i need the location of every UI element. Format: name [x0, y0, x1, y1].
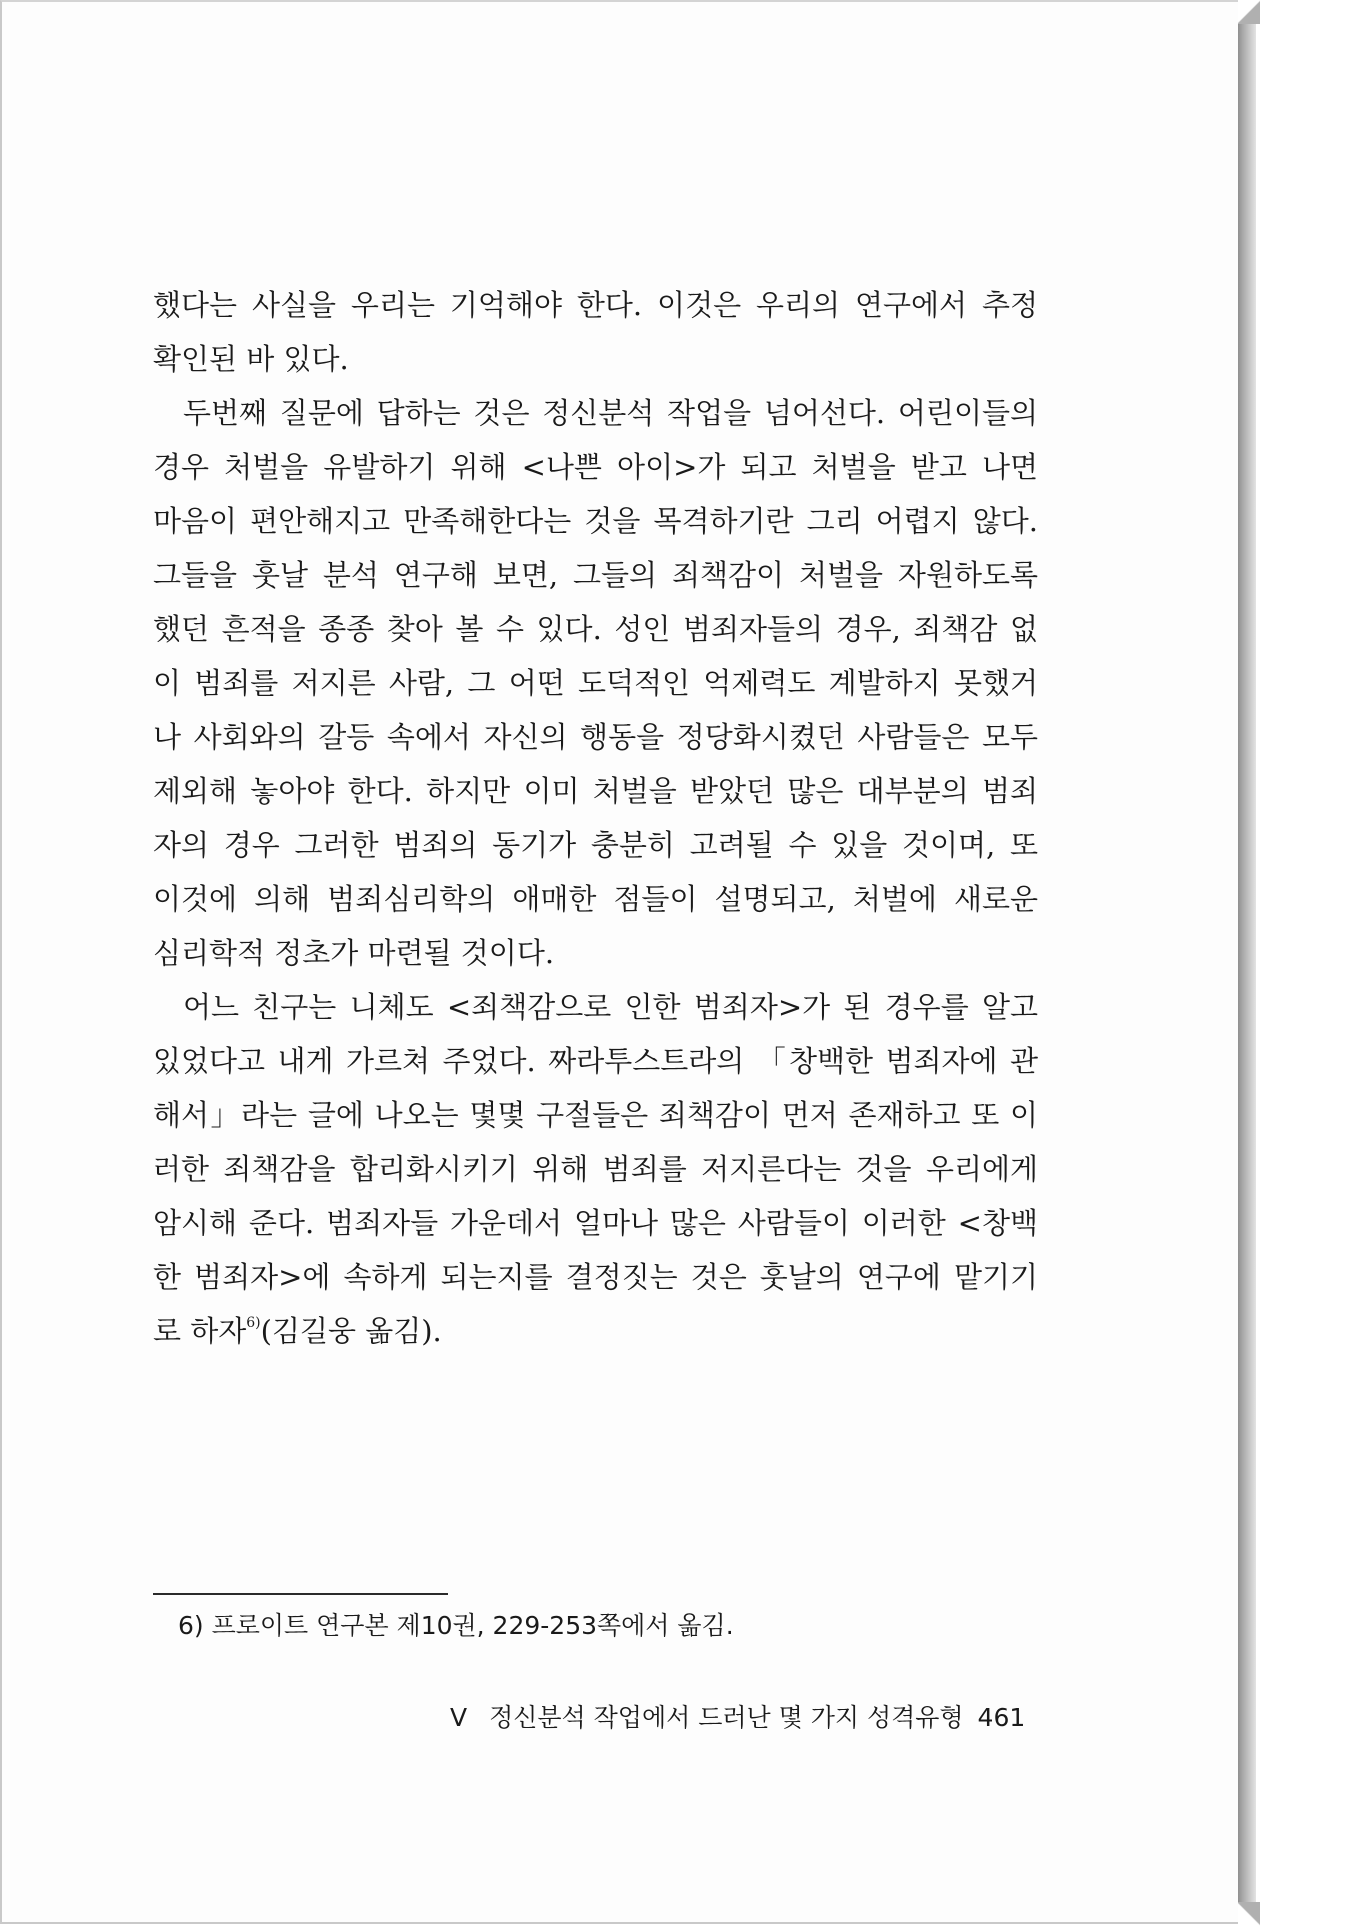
body-line: 이것에 의해 범죄심리학의 애매한 점들이 설명되고, 처벌에 새로운	[153, 882, 1038, 916]
body-line: 암시해 준다. 범죄자들 가운데서 얼마나 많은 사람들이 이러한 <창백	[153, 1206, 1038, 1240]
body-line: 경우 처벌을 유발하기 위해 <나쁜 아이>가 되고 처벌을 받고 나면	[153, 450, 1038, 484]
footnote-reference: 6)	[246, 1315, 261, 1331]
body-line: 제외해 놓아야 한다. 하지만 이미 처벌을 받았던 많은 대부분의 범죄	[153, 774, 1038, 808]
body-line: 마음이 편안해지고 만족해한다는 것을 목격하기란 그리 어렵지 않다.	[153, 504, 1038, 538]
body-line: 있었다고 내게 가르쳐 주었다. 짜라투스트라의 「창백한 범죄자에 관	[153, 1044, 1038, 1078]
body-line: 두번째 질문에 답하는 것은 정신분석 작업을 넘어선다. 어린이들의	[183, 396, 1038, 430]
body-line: 한 범죄자>에 속하게 되는지를 결정짓는 것은 훗날의 연구에 맡기기	[153, 1260, 1038, 1294]
footer-part-number: V	[450, 1703, 468, 1732]
body-line: 해서」라는 글에 나오는 몇몇 구절들은 죄책감이 먼저 존재하고 또 이	[153, 1098, 1038, 1132]
body-line: 했던 흔적을 종종 찾아 볼 수 있다. 성인 범죄자들의 경우, 죄책감 없	[153, 612, 1038, 646]
final-line-text: 로 하자	[153, 1314, 247, 1348]
running-footer	[450, 1700, 1026, 1736]
body-line: 확인된 바 있다.	[153, 342, 349, 376]
body-lines	[153, 278, 1038, 1304]
body-line: 나 사회와의 갈등 속에서 자신의 행동을 정당화시켰던 사람들은 모두	[153, 720, 1038, 754]
footnote-divider	[153, 1593, 448, 1595]
footer-chapter-title: 정신분석 작업에서 드러난 몇 가지 성격유형	[489, 1703, 964, 1732]
body-line: 어느 친구는 니체도 <죄책감으로 인한 범죄자>가 된 경우를 알고	[183, 990, 1038, 1024]
body-line: 심리학적 정초가 마련될 것이다.	[153, 936, 555, 970]
page-number: 461	[977, 1703, 1026, 1732]
body-line-final	[153, 1304, 1038, 1358]
footnote: 6) 프로이트 연구본 제10권, 229-253쪽에서 옮김.	[178, 1611, 734, 1640]
body-line: 러한 죄책감을 합리화시키기 위해 범죄를 저지른다는 것을 우리에게	[153, 1152, 1038, 1186]
body-line: 그들을 훗날 분석 연구해 보면, 그들의 죄책감이 처벌을 자원하도록	[153, 558, 1038, 592]
page-edge-shadow	[1238, 0, 1256, 1926]
body-line: 이 범죄를 저지른 사람, 그 어떤 도덕적인 억제력도 계발하지 못했거	[153, 666, 1038, 700]
final-line-citation: (김길웅 옮김).	[260, 1314, 442, 1348]
body-text	[153, 278, 1038, 1358]
body-line: 했다는 사실을 우리는 기억해야 한다. 이것은 우리의 연구에서 추정	[153, 288, 1038, 322]
page-corner-top	[1238, 0, 1260, 24]
body-line: 자의 경우 그러한 범죄의 동기가 충분히 고려될 수 있을 것이며, 또	[153, 828, 1038, 862]
page-corner-bottom	[1238, 1902, 1260, 1926]
